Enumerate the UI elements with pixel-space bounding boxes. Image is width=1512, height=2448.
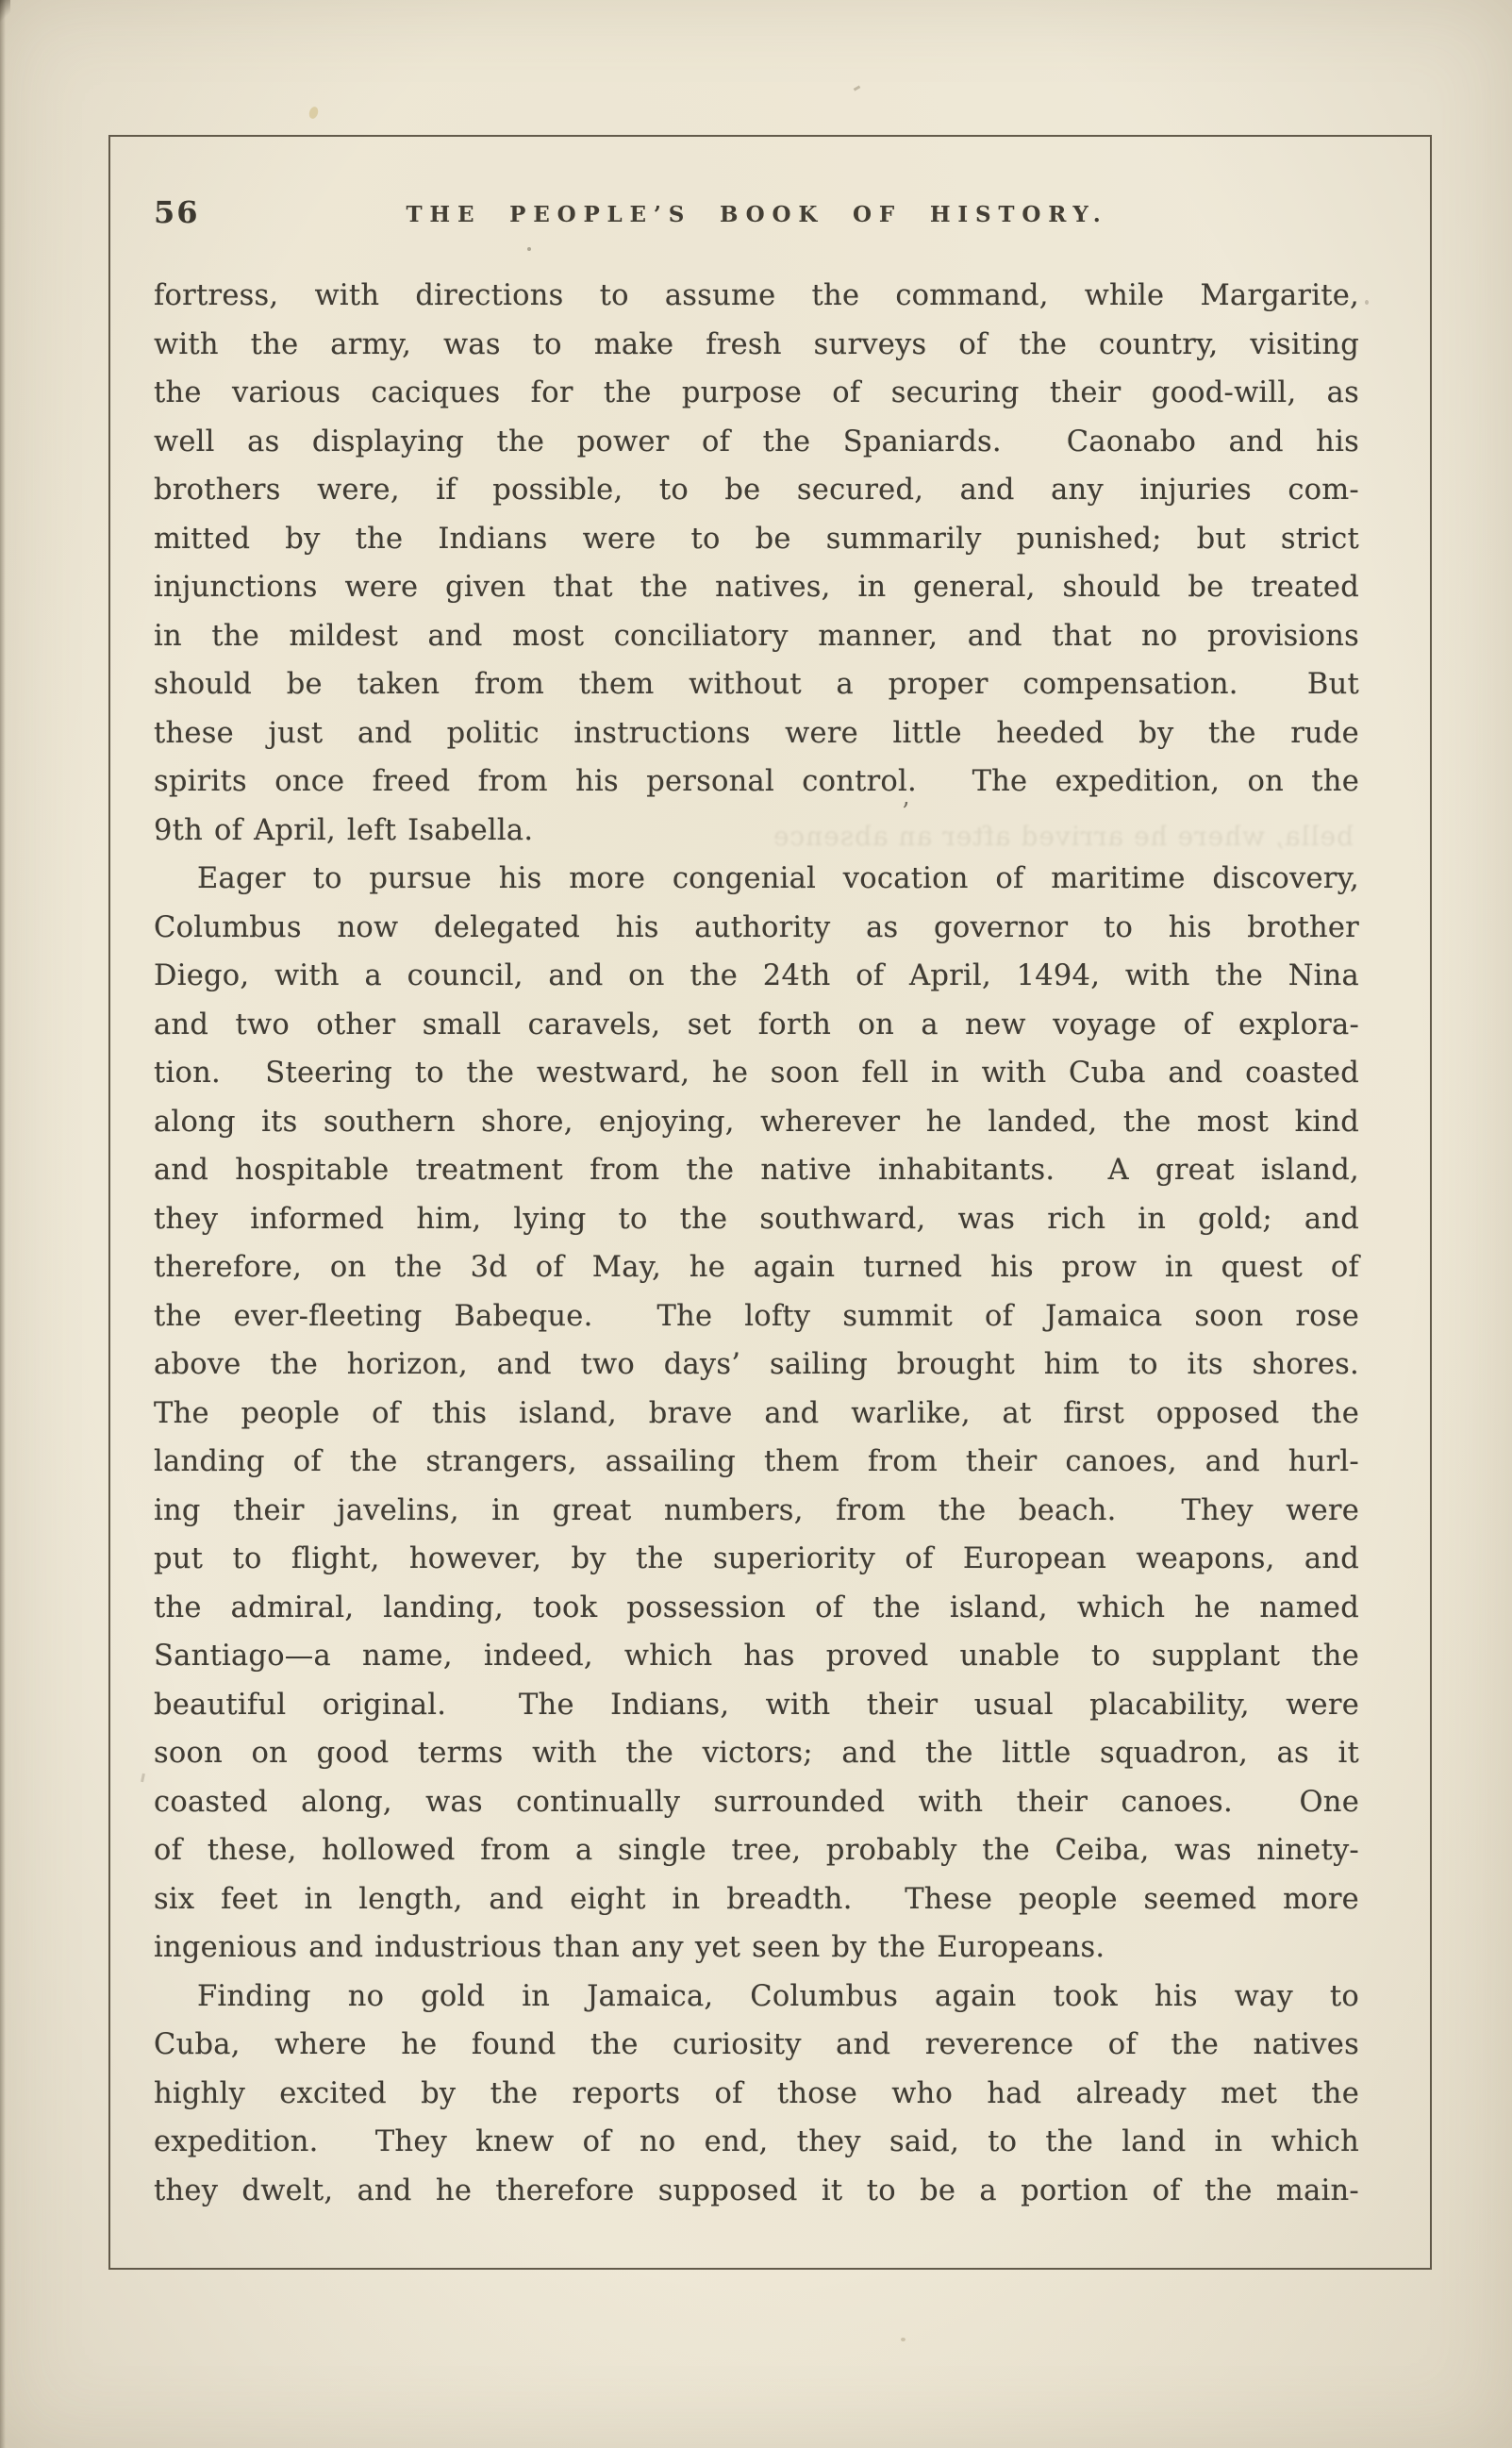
text-line: fortress, with directions to assume the command, while Margarite,: [154, 279, 1359, 312]
text-line: Eager to pursue his more congenial vocation of maritime discovery,: [197, 862, 1359, 895]
text-line: the admiral, landing, took possession of the island, which he named: [154, 1590, 1359, 1624]
text-line: the ever-fleeting Babeque. The lofty summit of Jamaica soon rose: [154, 1299, 1359, 1333]
text-line: and two other small caravels, set forth on a new voyage of explora-: [154, 1008, 1359, 1041]
text-line: beautiful original. The Indians, with their usual placability, were: [154, 1688, 1359, 1722]
text-line: ingenious and industrious than any yet seen by the Europeans.: [154, 1931, 1105, 1964]
text-line: the various caciques for the purpose of securing their good-will, as: [154, 376, 1359, 409]
paper-speck: [307, 106, 320, 120]
text-line: expedition. They knew of no end, they said, to the land in which: [154, 2125, 1359, 2158]
text-line: above the horizon, and two days’ sailing brought him to its shores.: [154, 1348, 1359, 1381]
text-line: mitted by the Indians were to be summarily punished; but strict: [154, 522, 1359, 556]
text-line: Cuba, where he found the curiosity and reverence of the natives: [154, 2028, 1359, 2061]
page-number: 56: [154, 194, 200, 230]
text-line: The people of this island, brave and warlike, at first opposed the: [154, 1396, 1359, 1430]
text-line: well as displaying the power of the Spaniards. Caonabo and his: [154, 425, 1359, 458]
text-line: in the mildest and most conciliatory manner, and that no provisions: [154, 619, 1359, 653]
text-line: ing their javelins, in great numbers, from the beach. They were: [154, 1493, 1359, 1527]
text-line: six feet in length, and eight in breadth. These people seemed more: [154, 1882, 1359, 1916]
text-line: with the army, was to make fresh surveys of the country, visiting: [154, 327, 1359, 361]
text-line: highly excited by the reports of those who had already met the: [154, 2076, 1359, 2110]
text-line: and hospitable treatment from the native inhabitants. A great island,: [154, 1154, 1359, 1187]
text-line: these just and politic instructions were little heeded by the rude: [154, 716, 1359, 750]
text-line: injunctions were given that the natives, in general, should be treated: [154, 571, 1359, 604]
text-line: landing of the strangers, assailing them from their canoes, and hurl-: [154, 1445, 1359, 1478]
text-line: 9th of April, left Isabella.: [154, 813, 534, 847]
text-line: soon on good terms with the victors; and the little squadron, as it: [154, 1737, 1359, 1770]
text-line: should be taken from them without a proper compensation. But: [154, 668, 1359, 701]
text-line: Santiago—a name, indeed, which has proved unable to supplant the: [154, 1640, 1359, 1673]
text-line: Diego, with a council, and on the 24th of April, 1494, with the Nina: [154, 959, 1359, 992]
show-through-text: bella, where he arrived after an absence: [772, 821, 1354, 852]
paper-speck: [901, 2338, 906, 2341]
text-line: therefore, on the 3d of May, he again turned his prow in quest of: [154, 1251, 1359, 1284]
text-line: tion. Steering to the westward, he soon fell in with Cuba and coasted: [154, 1057, 1359, 1090]
scan-edge-shadow: [0, 0, 6, 2448]
text-line: they dwelt, and he therefore supposed it to be a portion of the main-: [154, 2173, 1359, 2207]
text-line: Finding no gold in Jamaica, Columbus again took his way to: [197, 1979, 1359, 2013]
text-line: along its southern shore, enjoying, wherever he landed, the most kind: [154, 1105, 1359, 1139]
text-line: of these, hollowed from a single tree, probably the Ceiba, was ninety-: [154, 1834, 1359, 1867]
scan-corner-mark: [0, 0, 10, 23]
text-line: Columbus now delegated his authority as governor to his brother: [154, 910, 1359, 944]
text-line: spirits once freed from his personal control. The expedition, on the: [154, 765, 1359, 798]
text-line: coasted along, was continually surrounded with their canoes. One: [154, 1785, 1359, 1819]
text-line: they informed him, lying to the southward, was rich in gold; and: [154, 1202, 1359, 1236]
ink-artifact: ’: [902, 798, 910, 826]
paper-speck: [854, 85, 861, 91]
running-title: THE PEOPLE’S BOOK OF HISTORY.: [406, 202, 1108, 227]
text-line: brothers were, if possible, to be secured, and any injuries com-: [154, 474, 1359, 507]
text-block: [154, 272, 1359, 2215]
text-line: put to flight, however, by the superiority of European weapons, and: [154, 1542, 1359, 1575]
